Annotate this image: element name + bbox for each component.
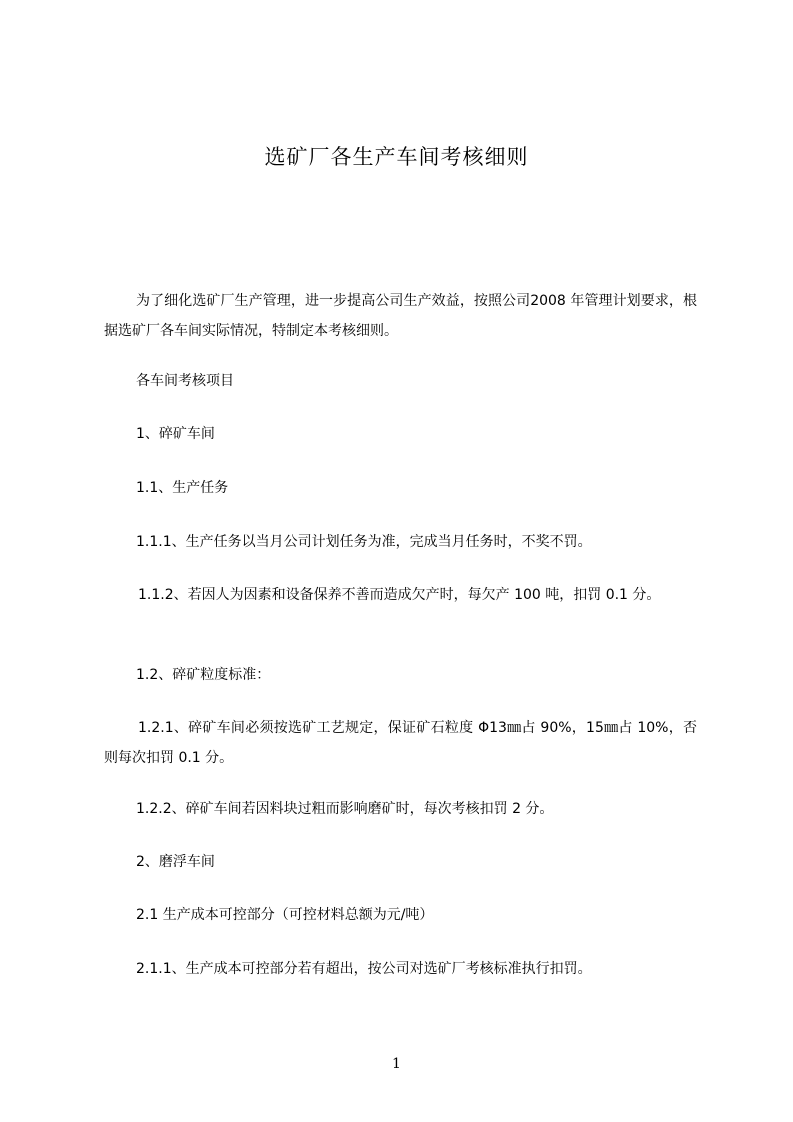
clause-paragraph: 2.1.1、生产成本可控部分若有超出，按公司对选矿厂考核标准执行扣罚。 xyxy=(136,961,592,977)
page-number: 1 xyxy=(392,1056,401,1072)
section-heading: 1.2、碎矿粒度标准： xyxy=(136,667,271,683)
clause-paragraph: 1.2.2、碎矿车间若因料块过粗而影响磨矿时，每次考核扣罚 2 分。 xyxy=(136,801,554,817)
document-title: 选矿厂各生产车间考核细则 xyxy=(264,145,529,169)
section-heading: 各车间考核项目 xyxy=(136,373,234,389)
section-heading: 2、磨浮车间 xyxy=(136,854,215,870)
section-heading: 1、碎矿车间 xyxy=(136,426,215,442)
intro-paragraph: 为了细化选矿厂生产管理，进一步提高公司生产效益，按照公司2008 年管理计划要求，根据选矿厂各车间实际情况，特制定本考核细则。 xyxy=(104,293,697,339)
clause-paragraph: 1.1.2、若因人为因素和设备保养不善而造成欠产时，每欠产 100 吨，扣罚 0.1 分。 xyxy=(138,587,661,603)
section-heading: 1.1、生产任务 xyxy=(136,480,229,496)
clause-paragraph: 1.1.1、生产任务以当月公司计划任务为准，完成当月任务时，不奖不罚。 xyxy=(136,534,592,550)
section-heading: 2.1 生产成本可控部分（可控材料总额为元/吨） xyxy=(136,907,434,923)
clause-paragraph: 1.2.1、碎矿车间必须按选矿工艺规定，保证矿石粒度 Φ13㎜占 90%，15㎜占 10%，否则每次扣罚 0.1 分。 xyxy=(104,720,697,766)
